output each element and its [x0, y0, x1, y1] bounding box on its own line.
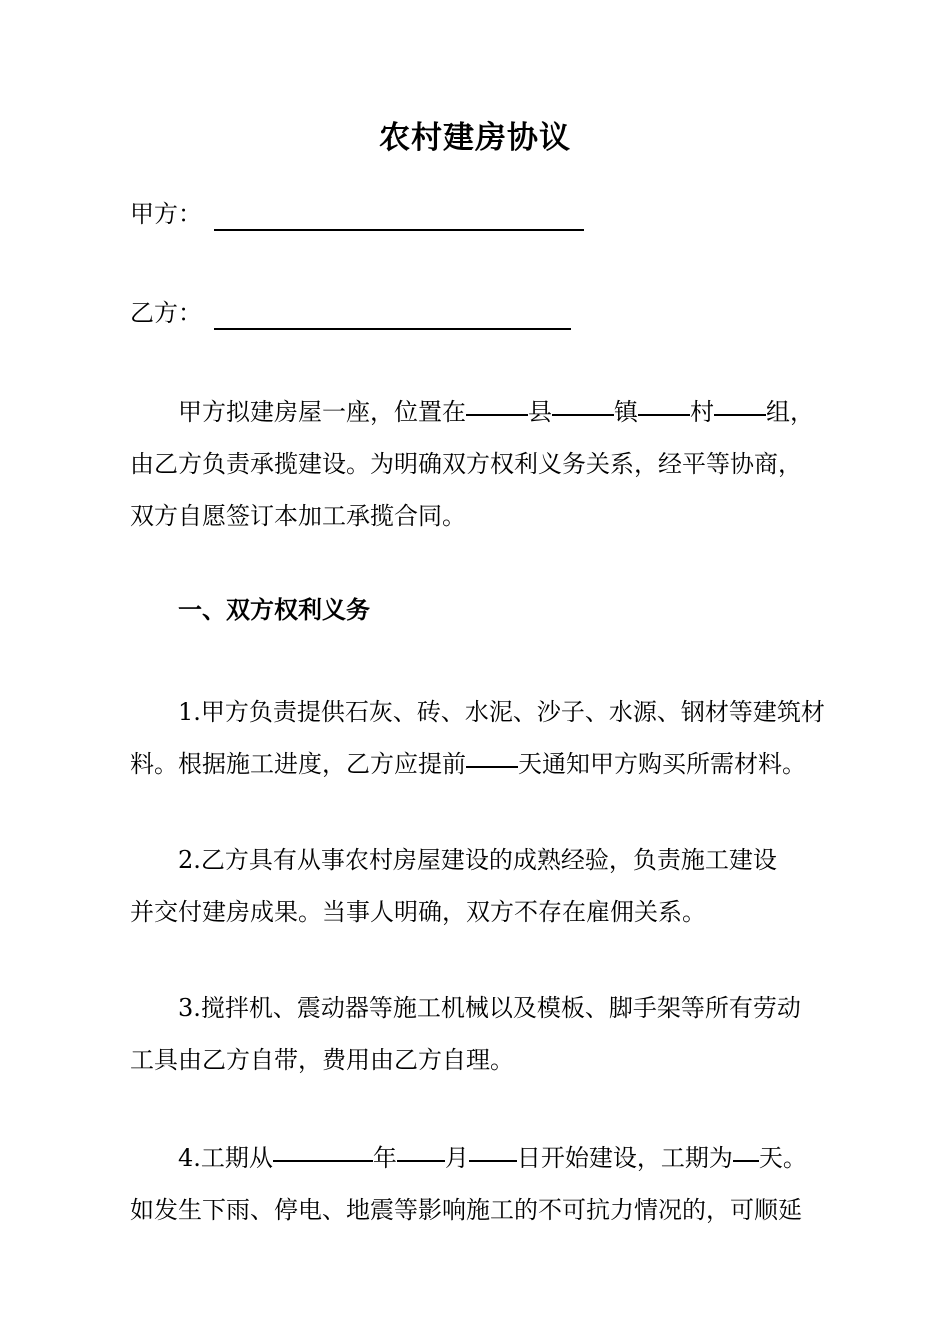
group-label: 组，	[766, 398, 814, 426]
start-month-blank[interactable]	[397, 1132, 445, 1162]
clause-2-line-1: 2.乙方具有从事农村房屋建设的成熟经验，负责施工建设	[178, 846, 777, 874]
group-blank[interactable]	[714, 386, 766, 416]
clause-4-line-2: 如发生下雨、停电、地震等影响施工的不可抗力情况的，可顺延	[130, 1196, 802, 1224]
clause-1-text-end: 天通知甲方购买所需材料。	[518, 750, 806, 778]
duration-days-blank[interactable]	[733, 1132, 759, 1162]
town-blank[interactable]	[552, 386, 614, 416]
party-b-row	[130, 296, 571, 330]
clause-4-text: 4.工期从	[178, 1144, 273, 1172]
section-1-heading: 一、双方权利义务	[178, 596, 370, 624]
clause-2	[130, 834, 830, 938]
party-a-row	[130, 197, 584, 231]
clause-1-text: 料。根据施工进度，乙方应提前	[130, 750, 466, 778]
town-label: 镇	[614, 398, 638, 426]
clause-1	[130, 686, 830, 790]
duration-text: 日开始建设，工期为	[516, 1144, 733, 1172]
intro-text: 甲方拟建房屋一座，位置在	[178, 398, 466, 426]
intro-line-2: 由乙方负责承揽建设。为明确双方权利义务关系，经平等协商，	[130, 450, 802, 478]
notice-days-blank[interactable]	[466, 738, 518, 768]
days-label: 天。	[758, 1144, 807, 1172]
start-year-blank[interactable]	[273, 1132, 373, 1162]
party-b-blank[interactable]	[214, 302, 571, 330]
party-b-label: 乙方：	[130, 299, 202, 327]
clause-3-line-1: 3.搅拌机、震动器等施工机械以及模板、脚手架等所有劳动	[178, 994, 801, 1022]
document-title: 农村建房协议	[379, 120, 571, 156]
county-blank[interactable]	[466, 386, 528, 416]
intro-paragraph	[130, 386, 830, 542]
start-day-blank[interactable]	[469, 1132, 517, 1162]
clause-4	[130, 1132, 830, 1236]
month-label: 月	[444, 1144, 469, 1172]
clause-4-line-1	[130, 1132, 830, 1184]
village-blank[interactable]	[638, 386, 690, 416]
clause-3-line-2: 工具由乙方自带，费用由乙方自理。	[130, 1046, 514, 1074]
year-label: 年	[372, 1144, 397, 1172]
clause-3	[130, 982, 830, 1086]
county-label: 县	[528, 398, 552, 426]
party-a-blank[interactable]	[214, 203, 584, 231]
clause-2-line-2: 并交付建房成果。当事人明确，双方不存在雇佣关系。	[130, 898, 706, 926]
intro-line-1	[130, 386, 830, 438]
clause-1-line-1: 1.甲方负责提供石灰、砖、水泥、沙子、水源、钢材等建筑材	[178, 698, 825, 726]
clause-1-line-2	[130, 738, 830, 790]
village-label: 村	[690, 398, 714, 426]
intro-line-3: 双方自愿签订本加工承揽合同。	[130, 502, 466, 530]
party-a-label: 甲方：	[130, 200, 202, 228]
